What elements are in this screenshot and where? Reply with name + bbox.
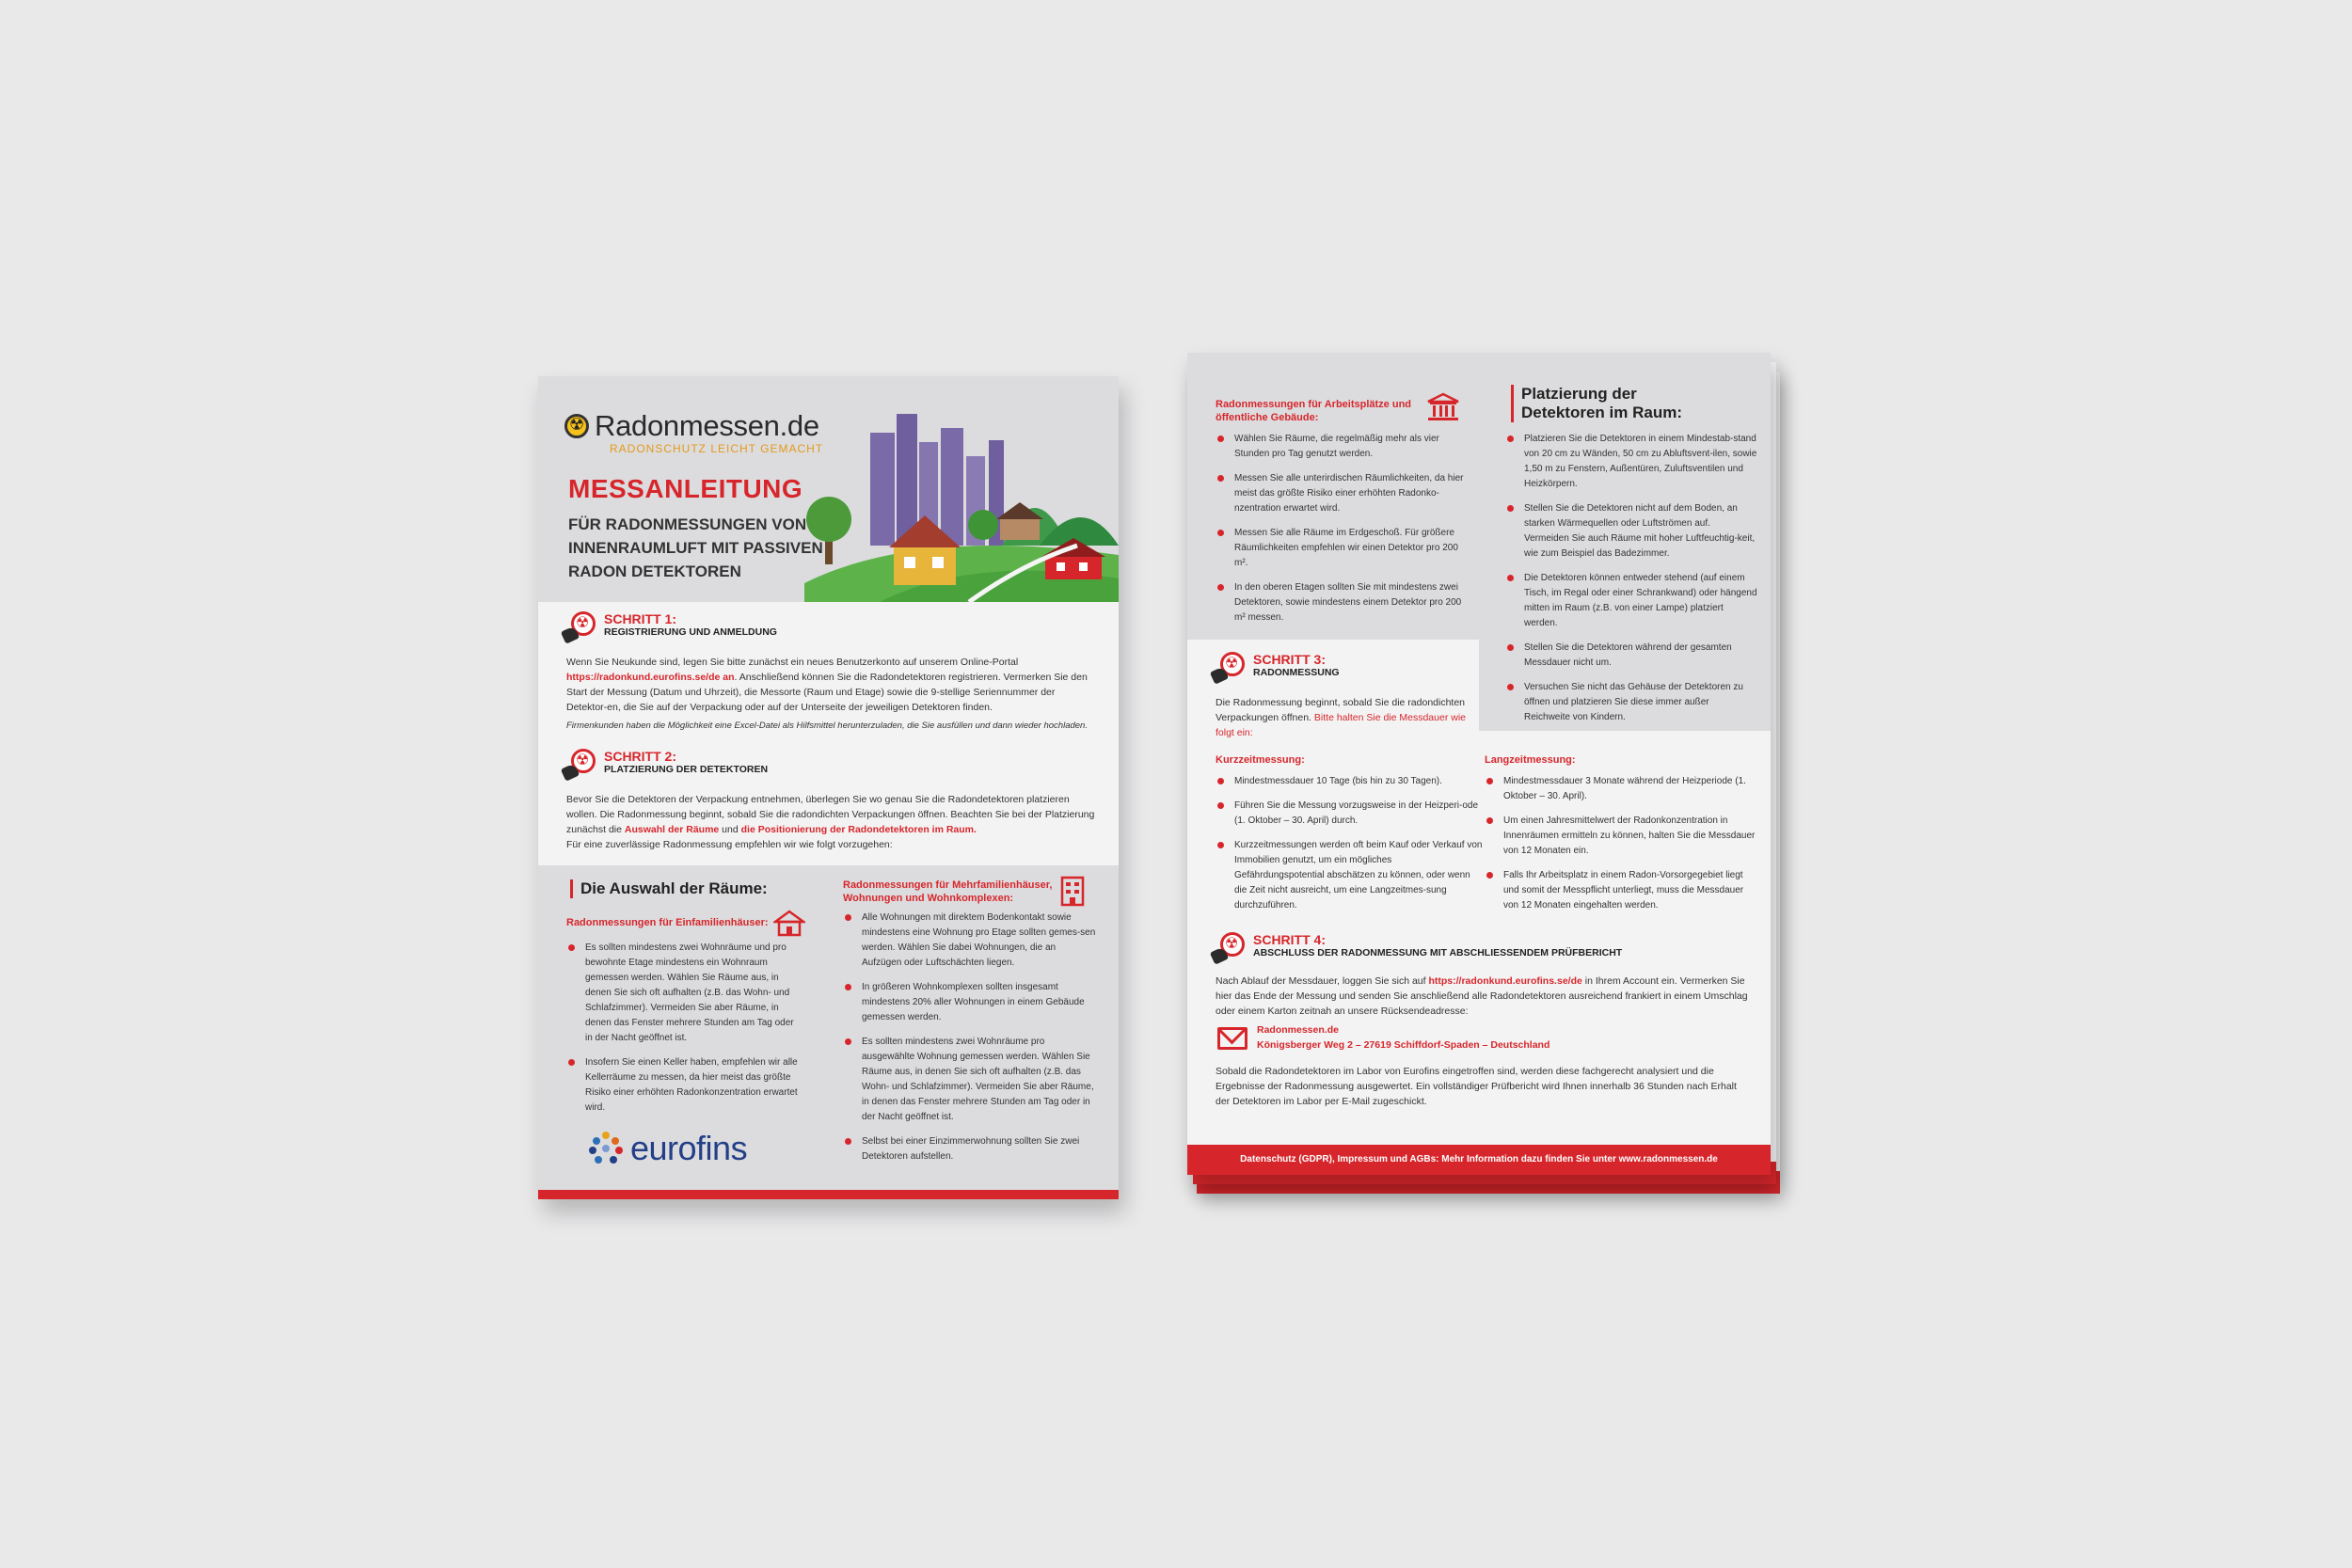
workplaces-heading: Radonmessungen für Arbeitsplätze und öffentliche Gebäude: [1216, 399, 1412, 423]
apartment-building-icon [1057, 875, 1088, 907]
list-item: Kurzzeitmessungen werden oft beim Kauf oder Verkauf von Immobilien genutzt, um ein mögliches Gefährdungspotential abschätzen zu können, oder wenn die Zeit nicht ausreicht, um eine Langzeitmes-sung durchzuführen. [1216, 838, 1483, 913]
list-item: Alle Wohnungen mit direktem Bodenkontakt sowie mindestens eine Wohnung pro Etage sollten gemes-sen werden. Wählen Sie dabei Wohnungen, die an Aufzügen oder Luftschächten liegen. [843, 911, 1097, 971]
account-link[interactable]: https://radonkund.eurofins.se/de [1428, 975, 1582, 987]
list-item: Es sollten mindestens zwei Wohnräume und pro bewohnte Etage mindestens ein Wohnraum gemessen werden. Wählen Sie Räume aus, in denen Sie sich oft aufhalten (z.B. das Wohn- und Schlafzimmer). Vermeiden Sie aber Räume, in denen das Fenster mehrere Stunden am Tag oder in der Nacht geöffnet ist. [566, 941, 800, 1046]
return-address [1257, 1022, 1727, 1053]
portal-link[interactable]: https://radonkund.eurofins.se/de an [566, 672, 735, 683]
step4-label: SCHRITT 4: [1253, 932, 1326, 947]
step4-heading: ABSCHLUSS DER RADONMESSUNG MIT ABSCHLIESSENDEM PRÜFBERICHT [1253, 947, 1623, 958]
list-item: In größeren Wohnkomplexen sollten insgesamt mindestens 20% aller Wohnungen in einem Gebäude gemessen werden. [843, 980, 1097, 1025]
radiation-hand-icon [563, 749, 596, 781]
eurofins-logo [589, 1129, 747, 1168]
step3-header [1212, 652, 1340, 684]
short-term-heading: Kurzzeitmessung: [1216, 754, 1305, 766]
step3-heading: RADONMESSUNG [1253, 667, 1340, 678]
step4-header [1212, 932, 1622, 964]
eurofins-dots-icon [589, 1132, 623, 1165]
step1-header [563, 611, 777, 643]
placement-heading: Platzierung der Detektoren im Raum: [1511, 385, 1699, 422]
list-item: Versuchen Sie nicht das Gehäuse der Detektoren zu öffnen und platzieren Sie diese immer außer Reichweite von Kindern. [1505, 680, 1757, 725]
list-item: Mindestmessdauer 10 Tage (bis hin zu 30 Tagen). [1216, 774, 1483, 789]
long-term-list [1485, 774, 1757, 923]
list-item: Mindestmessdauer 3 Monate während der Heizperiode (1. Oktober – 30. April). [1485, 774, 1757, 804]
list-item: Die Detektoren können entweder stehend (auf einem Tisch, im Regal oder einer Schrankwand) oder hängend mitten im Raum (z.B. von einer Lampe) platziert werden. [1505, 571, 1757, 631]
radiation-hand-icon [1212, 652, 1246, 684]
list-item: In den oberen Etagen sollten Sie mit mindestens zwei Detektoren, sowie mindestens einem Detektor pro 200 m² messen. [1216, 580, 1470, 626]
front-page [538, 376, 1119, 1199]
page-subtitle: FÜR RADONMESSUNGEN VON INNENRAUMLUFT MIT PASSIVEN RADON DETEKTOREN [568, 515, 823, 580]
list-item: Stellen Sie die Detektoren während der gesamten Messdauer nicht um. [1505, 641, 1757, 671]
multi-family-heading: Radonmessungen für Mehrfamilienhäuser, Wohnungen und Wohnkomplexen: [843, 879, 1053, 904]
workplaces-list [1216, 432, 1470, 635]
list-item: Führen Sie die Messung vorzugsweise in der Heizperi-ode (1. Oktober – 30. April) durch. [1216, 799, 1483, 829]
eurofins-wordmark: eurofins [630, 1129, 748, 1167]
front-bottom-bar [538, 1190, 1119, 1199]
house-icon [773, 909, 805, 937]
list-item: Wählen Sie Räume, die regelmäßig mehr als vier Stunden pro Tag genutzt werden. [1216, 432, 1470, 462]
list-item: Falls Ihr Arbeitsplatz in einem Radon-Vorsorgegebiet liegt und somit der Messpflicht unterliegt, muss die Messdauer von 12 Monaten eingehalten werden. [1485, 868, 1757, 913]
envelope-icon [1217, 1027, 1248, 1050]
list-item: Stellen Sie die Detektoren nicht auf dem Boden, an starken Wärmequellen oder Luftströmen auf. Vermeiden Sie auch Räume mit hoher Luftfeuchtig-keit, wie zum Beispiel das Badezimmer. [1505, 501, 1757, 562]
step2-header [563, 749, 768, 781]
step3-label: SCHRITT 3: [1253, 652, 1326, 667]
list-item: Insofern Sie einen Keller haben, empfehlen wir alle Kellerräume zu messen, da hier meist das größte Risiko einer erhöhten Radonkonzentration erwartet wird. [566, 1055, 800, 1116]
step1-label: SCHRITT 1: [604, 611, 676, 626]
multi-family-list [843, 911, 1097, 1174]
long-term-heading: Langzeitmessung: [1485, 754, 1576, 766]
placement-list [1505, 432, 1757, 735]
radiation-hand-icon [563, 611, 596, 643]
short-term-list [1216, 774, 1483, 923]
logo-name: Radonmessen.de [595, 409, 819, 442]
step2-heading: PLATZIERUNG DER DETEKTOREN [604, 764, 769, 775]
list-item: Selbst bei einer Einzimmerwohnung sollten Sie zwei Detektoren aufstellen. [843, 1134, 1097, 1164]
list-item: Messen Sie alle Räume im Erdgeschoß. Für größere Räumlichkeiten empfehlen wir einen Detektor pro 200 m². [1216, 526, 1470, 571]
radiation-hand-icon [1212, 932, 1246, 964]
step3-text: Die Radonmessung beginnt, sobald Sie die radondichten Verpackungen öffnen. Bitte halten Sie die Messdauer wie folgt ein: [1216, 697, 1466, 738]
step4-text-end: Sobald die Radondetektoren im Labor von Eurofins eingetroffen sind, werden diese fachgerecht analysiert und die Ergebnisse der Radonmessung ausgewertet. Ein vollständiger Prüfbericht wird Ihnen innerhalb 36 Stunden nach Erhalt der Detektoren im Labor per E-Mail zugeschickt. [1216, 1066, 1737, 1107]
radiation-icon [564, 414, 589, 438]
step1-heading: REGISTRIERUNG UND ANMELDUNG [604, 626, 777, 638]
address-name: Radonmessen.de [1257, 1024, 1339, 1036]
step4-text: Nach Ablauf der Messdauer, loggen Sie sich auf https://radonkund.eurofins.se/de in Ihrem Account ein. Vermerken Sie hier das Ende der Messung und senden Sie anschließend alle Radondetektoren ausreichend frankiert in einem Umschlag oder einem Karton zeitnah an unsere Rücksendeadresse: [1216, 975, 1748, 1017]
step2-label: SCHRITT 2: [604, 749, 676, 764]
public-building-icon [1426, 392, 1460, 422]
address-line: Königsberger Weg 2 – 27619 Schiffdorf-Spaden – Deutschland [1257, 1039, 1550, 1051]
single-family-heading: Radonmessungen für Einfamilienhäuser: [566, 917, 769, 928]
single-family-list [566, 941, 800, 1125]
list-item: Um einen Jahresmittelwert der Radonkonzentration in Innenräumen ermitteln zu können, halten Sie die Messdauer von 12 Monaten ein. [1485, 814, 1757, 859]
logo-tagline: RADONSCHUTZ LEICHT GEMACHT [610, 442, 824, 455]
list-item: Es sollten mindestens zwei Wohnräume pro ausgewählte Wohnung gemessen werden. Wählen Sie Räume aus, in denen Sie sich oft aufhalten (z.B. das Wohn- und Schlafzimmer). Vermeiden Sie aber Räume, in denen das Fenster mehrere Stunden am Tag oder in der Nacht geöffnet ist. [843, 1035, 1097, 1125]
step2-text: Bevor Sie die Detektoren der Verpackung entnehmen, überlegen Sie wo genau Sie die Radondetektoren platzieren wollen. Die Radonmessung beginnt, sobald Sie die radondichten Verpackungen öffnen. Beachten Sie bei der Platzierung zunächst die Auswahl der Räume und die Positionierung der Radondetektoren im Raum. Für eine zuverlässige Radonmessung empfehlen wir wie folgt vorzugehen: [566, 794, 1095, 850]
page-title: MESSANLEITUNG [568, 474, 803, 503]
step1-text: Wenn Sie Neukunde sind, legen Sie bitte zunächst ein neues Benutzerkonto auf unserem Online-Portal https://radonkund.eurofins.se/de an. Anschließend können Sie die Radondetektoren registrieren. Vermerken Sie den Start der Messung (Datum und Uhrzeit), die Messorte (Raum und Etage) sowie die 9-stellige Seriennummer der Detektor-en, die Sie auf der Verpackung oder auf der Unterseite der jeweiligen Detektoren finden. [566, 657, 1088, 713]
back-page [1187, 353, 1771, 1175]
list-item: Messen Sie alle unterirdischen Räumlichkeiten, da hier meist das größte Risiko einer erhöhten Radonko-nzentration erwartet wird. [1216, 471, 1470, 516]
step1-note: Firmenkunden haben die Möglichkeit eine Excel-Datei als Hilfsmittel herunterzuladen, die Sie ausfüllen und dann wieder hochladen. [566, 721, 1088, 731]
footer-bar: Datenschutz (GDPR), Impressum und AGBs: Mehr Information dazu finden Sie unter www.radonmessen.de [1187, 1145, 1771, 1175]
rooms-heading: Die Auswahl der Räume: [570, 879, 768, 898]
list-item: Platzieren Sie die Detektoren in einem Mindestab-stand von 20 cm zu Wänden, 50 cm zu Abluftsvent-ilen, sowie 1,50 m zu Fenstern, Außentüren, Zuluftsventilen und Heizkörpern. [1505, 432, 1757, 492]
city-illustration [804, 414, 1119, 602]
logo [564, 409, 819, 443]
